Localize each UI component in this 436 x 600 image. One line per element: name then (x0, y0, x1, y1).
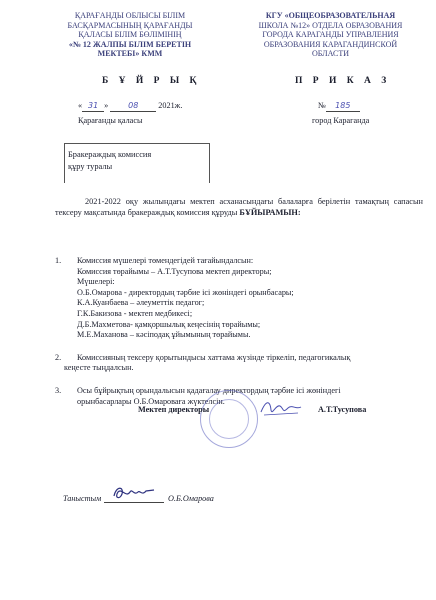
order-number-prefix: № (318, 101, 326, 110)
order-date (78, 101, 228, 112)
date-year: 2021ж. (158, 101, 183, 110)
list-item-line: Комиссия төрайымы – А.Т.Тусупова мектеп директоры; (77, 266, 272, 276)
header-kazakh-line: МЕКТЕБІ» КММ (97, 49, 163, 58)
acquainted-signature-icon (110, 482, 160, 504)
date-day: 31 (82, 101, 104, 112)
list-item (55, 256, 425, 341)
header-russian-line: ОБРАЗОВАНИЯ КАРАГАНДИНСКОЙ (263, 39, 398, 49)
header-russian-line: ОБЛАСТИ (312, 49, 349, 58)
order-title-russian: П Р И К А З (295, 76, 391, 86)
header-russian-line: ШКОЛА №12» ОТДЕЛА ОБРАЗОВАНИЯ (258, 20, 403, 30)
header-russian (238, 11, 423, 59)
header-kazakh (55, 11, 205, 59)
city-kazakh: Қарағанды қаласы (78, 116, 143, 125)
list-item-line: кеңесте тыңдалсын. (64, 363, 134, 373)
list-item-line: Мүшелері: (77, 277, 115, 287)
header-russian-line: ГОРОДА КАРАГАНДЫ УПРАВЛЕНИЯ (262, 30, 399, 39)
order-title-kazakh: Б Ұ Й Р Ы Қ (102, 76, 201, 86)
intro-emphasis: БҰЙЫРАМЫН: (239, 208, 301, 217)
list-item-line: Г.К.Бакизова - мектеп медбикесі; (77, 308, 193, 318)
header-kazakh-line: «№ 12 ЖАЛПЫ БІЛІМ БЕРЕТІН (68, 39, 192, 49)
director-role: Мектеп директоры (138, 405, 210, 414)
list-item-line: К.А.Куанбаева – әлеуметтік педагог; (77, 298, 205, 308)
official-seal-stamp (200, 390, 258, 448)
acquainted-name: О.Б.Омарова (168, 494, 214, 503)
city-russian: город Караганда (312, 116, 370, 125)
header-kazakh-line: БАСҚАРМАСЫНЫҢ ҚАРАҒАНДЫ (67, 20, 193, 30)
subject-line: құру туралы (68, 162, 113, 171)
subject-line: Бракераждық комиссия (68, 150, 152, 159)
director-name: А.Т.Тусупова (318, 405, 367, 414)
intro-paragraph (55, 196, 423, 218)
list-item-line: О.Б.Омарова - директордың тәрбие ісі жөніндегі орынбасары; (77, 287, 294, 297)
date-month: 08 (110, 101, 156, 112)
acquainted-label: Таныстым (63, 494, 102, 503)
list-item-number: 2. (55, 352, 62, 362)
order-items-list (55, 256, 425, 407)
header-russian-line: КГУ «ОБЩЕОБРАЗОВАТЕЛЬНАЯ (265, 11, 396, 20)
list-item-line: Комиссияның тексеру қорытындысы хаттама жүзінде тіркеліп, педагогикалық (77, 352, 351, 362)
list-item-line: Д.Б.Махметова- қамқоршылық кеңесінің төрайымы; (77, 319, 261, 329)
list-item-line: Осы бұйрықтың орындалысын қадағалау директордың тәрбие ісі жөніндегі (77, 385, 341, 395)
director-signature-icon (258, 396, 304, 420)
list-item-line: Комиссия мүшелері төмендегідей тағайындалсын: (77, 256, 254, 265)
order-number (318, 101, 378, 112)
list-item (55, 353, 425, 374)
date-open-quote: « (78, 101, 83, 110)
header-kazakh-line: ҚАЛАСЫ БІЛІМ БӨЛІМІНІҢ (78, 30, 182, 39)
subject-box (64, 143, 210, 183)
list-item-line: орынбасарлары О.Б.Омароваға жүктелсін. (77, 396, 225, 406)
order-number-value: 185 (326, 101, 360, 112)
list-item-number: 1. (55, 256, 62, 265)
intro-text: 2021-2022 оқу жылындағы мектеп асханасындағы балаларға берілетін тамақтың сапасын тексеру мақсатында бракераждық комиссия құруды (55, 197, 423, 217)
date-close-quote: » (104, 101, 109, 110)
header-kazakh-line: ҚАРАҒАНДЫ ОБЛЫСЫ БІЛІМ (74, 11, 186, 20)
list-item-number: 3. (55, 385, 62, 395)
list-item-line: М.Е.Маханова – кәсіподақ ұйымының төрайымы. (77, 330, 251, 340)
